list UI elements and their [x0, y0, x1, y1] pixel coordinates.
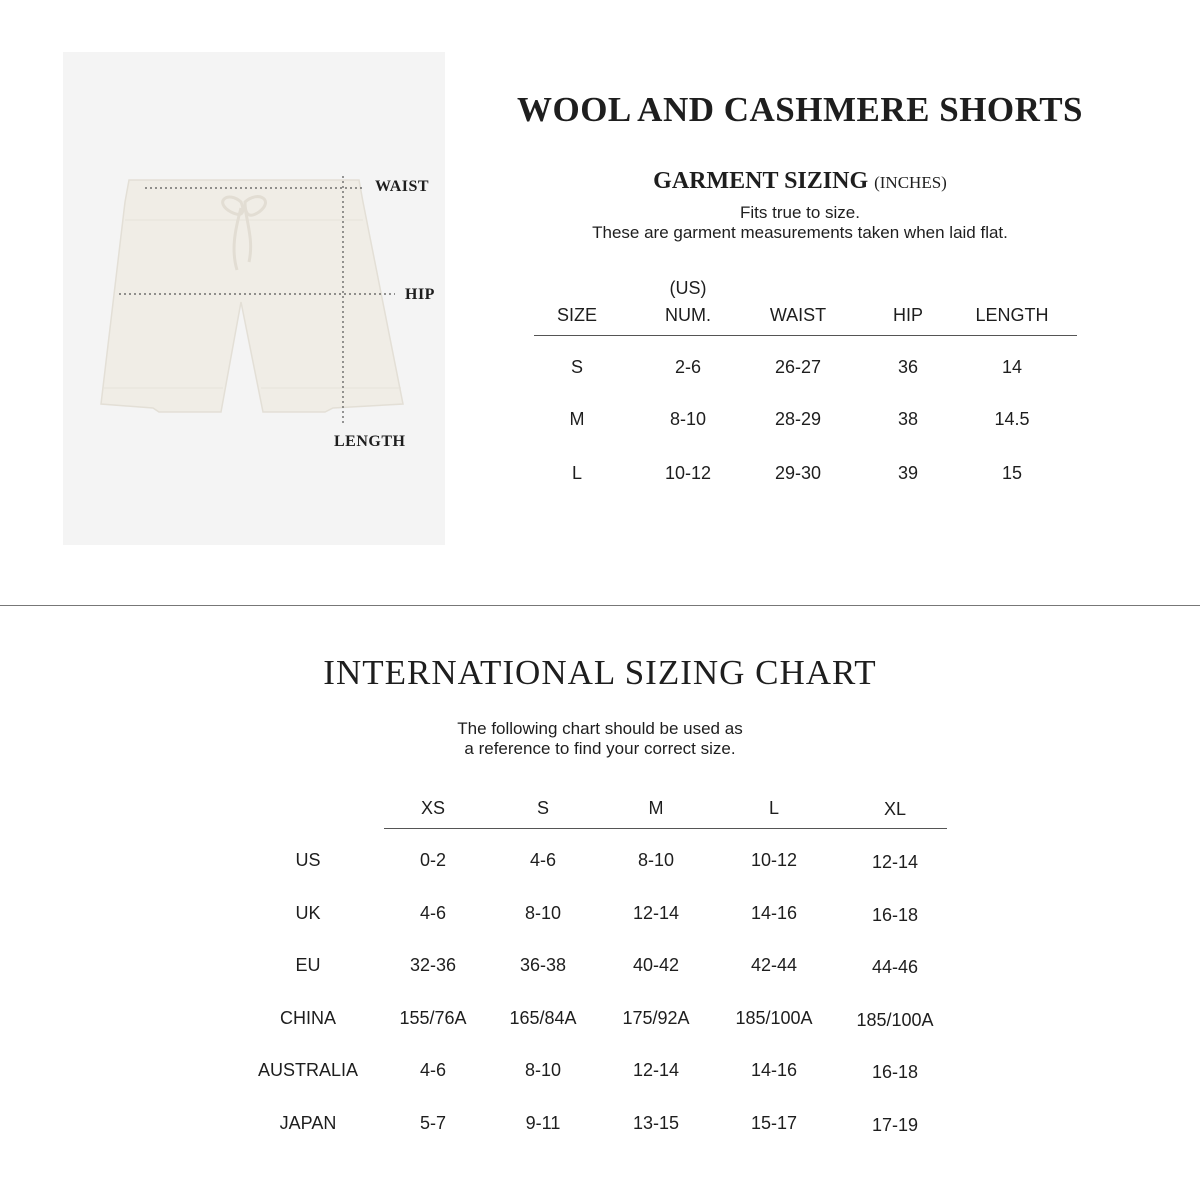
table-cell: 8-10 [524, 903, 562, 923]
table-cell: 5-7 [419, 1113, 446, 1133]
table-cell: 14-16 [750, 1060, 798, 1080]
row-label: UK [295, 903, 321, 923]
product-title: WOOL AND CASHMERE SHORTS [516, 90, 1084, 129]
cell-length: 14 [1001, 357, 1023, 377]
intl-note-line2: a reference to find your correct size. [464, 739, 736, 758]
hip-label: HIP [405, 286, 435, 303]
table-cell: 17-19 [871, 1115, 919, 1135]
table-cell: 10-12 [750, 850, 798, 870]
cell-size: L [571, 463, 582, 483]
col-header-s: S [536, 798, 549, 818]
row-label: JAPAN [279, 1113, 337, 1133]
col-header-xs: XS [420, 798, 445, 818]
table-cell: 0-2 [419, 850, 446, 870]
col-header-us: (US) [669, 278, 707, 298]
table-cell: 32-36 [409, 955, 457, 975]
col-header-size: SIZE [556, 305, 597, 325]
col-header-length: LENGTH [975, 305, 1049, 325]
row-label: AUSTRALIA [257, 1060, 359, 1080]
col-header-m: M [648, 798, 664, 818]
table-cell: 185/100A [735, 1008, 813, 1028]
table-cell: 4-6 [419, 903, 446, 923]
cell-size: S [570, 357, 583, 377]
length-label: LENGTH [334, 433, 406, 450]
cell-size: M [569, 409, 585, 429]
table-cell: 16-18 [871, 905, 919, 925]
intl-header-rule [384, 828, 947, 829]
cell-num: 10-12 [664, 463, 712, 483]
cell-hip: 38 [897, 409, 919, 429]
garment-sizing-heading [500, 168, 1100, 195]
international-title: INTERNATIONAL SIZING CHART [323, 653, 877, 692]
col-header-num: NUM. [665, 305, 711, 325]
unit-label: (INCHES) [874, 173, 947, 192]
table-cell: 36-38 [519, 955, 567, 975]
table-cell: 185/100A [856, 1010, 934, 1030]
section-divider [0, 605, 1200, 606]
shorts-diagram [63, 52, 445, 545]
cell-num: 8-10 [669, 409, 707, 429]
cell-waist: 26-27 [774, 357, 822, 377]
measurement-note: These are garment measurements taken when laid flat. [592, 223, 1008, 242]
cell-waist: 29-30 [774, 463, 822, 483]
table-cell: 42-44 [750, 955, 798, 975]
garment-illustration-panel [63, 52, 445, 545]
table-cell: 8-10 [524, 1060, 562, 1080]
table-cell: 44-46 [871, 957, 919, 977]
table-cell: 155/76A [399, 1008, 467, 1028]
table-cell: 9-11 [525, 1113, 561, 1133]
row-label: CHINA [279, 1008, 336, 1028]
table-cell: 13-15 [632, 1113, 680, 1133]
cell-length: 14.5 [994, 409, 1030, 429]
col-header-hip: HIP [892, 305, 923, 325]
cell-hip: 39 [897, 463, 919, 483]
table-cell: 4-6 [529, 850, 556, 870]
cell-hip: 36 [897, 357, 919, 377]
table-cell: 40-42 [632, 955, 680, 975]
row-label: US [295, 850, 321, 870]
col-header-waist: WAIST [769, 305, 827, 325]
table-header-rule [534, 335, 1077, 336]
table-cell: 175/92A [622, 1008, 690, 1028]
table-cell: 4-6 [419, 1060, 446, 1080]
table-cell: 165/84A [509, 1008, 577, 1028]
garment-sizing-title: GARMENT SIZING [653, 168, 869, 194]
waist-label: WAIST [375, 178, 430, 195]
intl-note-line1: The following chart should be used as [457, 719, 743, 738]
cell-waist: 28-29 [774, 409, 822, 429]
table-cell: 14-16 [750, 903, 798, 923]
table-cell: 12-14 [632, 1060, 680, 1080]
table-cell: 16-18 [871, 1062, 919, 1082]
table-cell: 12-14 [871, 852, 919, 872]
fit-note: Fits true to size. [740, 203, 860, 222]
table-cell: 12-14 [632, 903, 680, 923]
table-cell: 8-10 [637, 850, 675, 870]
col-header-l: L [768, 798, 779, 818]
table-cell: 15-17 [750, 1113, 798, 1133]
col-header-xl: XL [883, 799, 907, 819]
cell-length: 15 [1001, 463, 1023, 483]
cell-num: 2-6 [674, 357, 701, 377]
row-label: EU [295, 955, 321, 975]
